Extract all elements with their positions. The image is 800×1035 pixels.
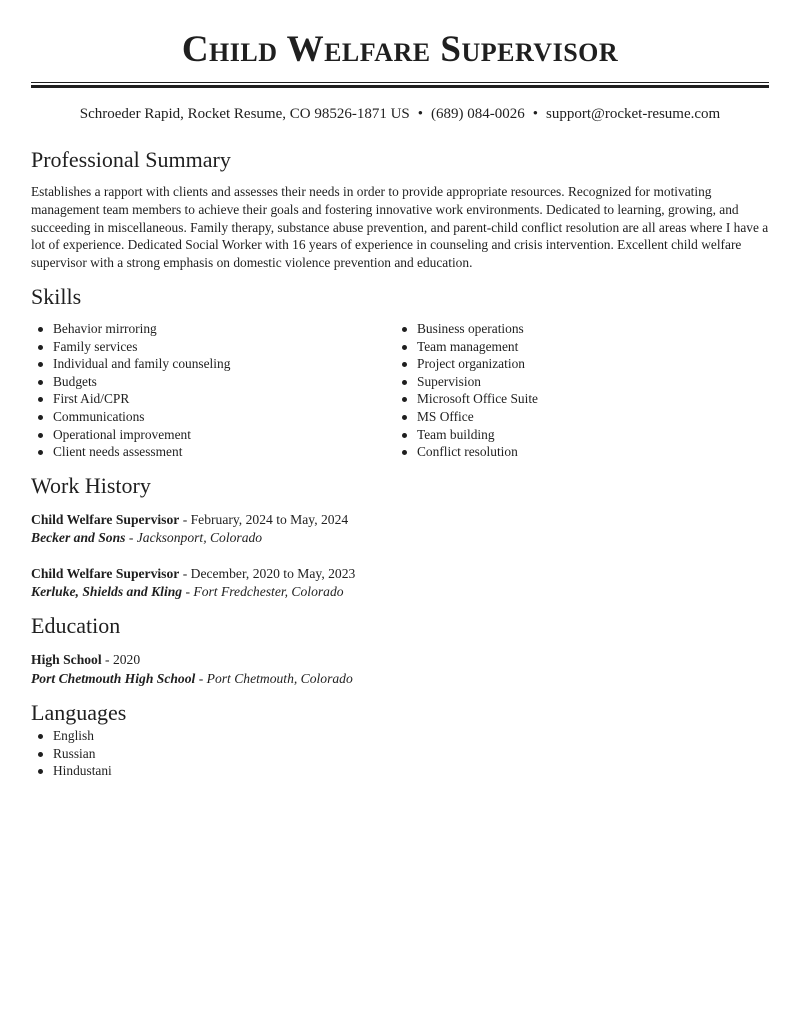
bullet-icon (38, 734, 43, 739)
employer-location: - Jacksonport, Colorado (125, 530, 263, 546)
contact-separator: • (532, 106, 539, 122)
bullet-icon (402, 397, 407, 402)
skill-item (31, 390, 395, 408)
work-entry-employer-line (31, 529, 769, 547)
skill-item (395, 320, 759, 338)
skill-item (31, 320, 395, 338)
skill-item (395, 426, 759, 444)
skill-label: Business operations (417, 320, 524, 336)
degree-name: High School (31, 652, 102, 668)
resume-page (31, 0, 769, 780)
skill-label: Client needs assessment (53, 444, 183, 460)
title-divider (31, 82, 769, 88)
skills-list-left (31, 320, 395, 461)
job-title: Child Welfare Supervisor (31, 565, 180, 581)
bullet-icon (38, 345, 43, 350)
language-label: Russian (53, 745, 96, 761)
skill-label: Operational improvement (53, 426, 191, 442)
skill-label: MS Office (417, 408, 474, 424)
bullet-icon (402, 345, 407, 350)
bullet-icon (38, 415, 43, 420)
skill-item (31, 443, 395, 461)
bullet-icon (402, 380, 407, 385)
school-name: Port Chetmouth High School (31, 670, 196, 686)
bullet-icon (402, 433, 407, 438)
summary-heading: Professional Summary (31, 147, 231, 172)
skill-label: Behavior mirroring (53, 320, 157, 336)
degree-year: - 2020 (101, 652, 141, 668)
bullet-icon (402, 450, 407, 455)
skill-item (31, 426, 395, 444)
contact-address: Schroeder Rapid, Rocket Resume, CO 98526-1871 US (79, 106, 410, 122)
skill-label: Communications (53, 408, 145, 424)
language-item (31, 727, 769, 745)
education-degree-line (31, 651, 769, 669)
skill-item (31, 338, 395, 356)
resume-title: Child Welfare Supervisor (181, 29, 619, 70)
work-entry (31, 511, 769, 548)
skill-item (31, 373, 395, 391)
school-location: - Port Chetmouth, Colorado (195, 670, 353, 686)
skill-label: Conflict resolution (417, 444, 518, 460)
language-label: Hindustani (53, 763, 112, 779)
bullet-icon (38, 380, 43, 385)
skill-item (395, 390, 759, 408)
summary-text: Establishes a rapport with clients and assesses their needs in order to provide appropriate resources. Recognized for motivating management team members to achieve their goals and fostering innovative work environments. Dedicated to learning, growing, and succeeding in miscellaneous. Family therapy, substance abuse prevention, and parent-child conflict resolution are all areas where I have a lot of experience. Dedicated Social Worker with 16 years of experience in counseling and crisis intervention. Excellent child welfare supervisor with a strong emphasis on domestic violence prevention and education. (31, 184, 769, 271)
skill-label: Budgets (53, 373, 97, 389)
skill-item (395, 338, 759, 356)
work-entry (31, 565, 769, 602)
skill-label: Microsoft Office Suite (417, 391, 538, 407)
skill-label: Supervision (417, 373, 481, 389)
bullet-icon (402, 362, 407, 367)
bullet-icon (38, 433, 43, 438)
education-entry (31, 651, 769, 688)
work-history-heading: Work History (31, 472, 151, 498)
bullet-icon (402, 415, 407, 420)
job-dates: - February, 2024 to May, 2024 (179, 511, 349, 527)
skill-item (395, 355, 759, 373)
work-entry-employer-line (31, 583, 769, 601)
bullet-icon (38, 327, 43, 332)
bullet-icon (38, 752, 43, 757)
languages-heading: Languages (31, 700, 127, 726)
skills-list-right (395, 320, 759, 461)
skill-label: Project organization (417, 356, 525, 372)
contact-separator: • (417, 106, 424, 122)
contact-phone: (689) 084-0026 (431, 106, 525, 122)
bullet-icon (402, 327, 407, 332)
skill-label: Family services (53, 338, 138, 354)
skill-item (31, 408, 395, 426)
skill-item (395, 408, 759, 426)
language-label: English (53, 728, 94, 744)
work-entry-title-line (31, 565, 769, 583)
employer-name: Kerluke, Shields and Kling (31, 583, 183, 599)
languages-list (31, 727, 769, 780)
skill-label: First Aid/CPR (53, 391, 130, 407)
skill-label: Team building (417, 426, 495, 442)
contact-email: support@rocket-resume.com (546, 106, 721, 122)
job-title: Child Welfare Supervisor (31, 511, 180, 527)
skill-label: Team management (417, 338, 519, 354)
bullet-icon (38, 450, 43, 455)
skills-columns (31, 320, 769, 461)
skill-item (395, 373, 759, 391)
contact-line (31, 104, 769, 124)
bullet-icon (38, 769, 43, 774)
skill-item (31, 355, 395, 373)
education-heading: Education (31, 613, 121, 639)
work-entry-title-line (31, 511, 769, 529)
employer-location: - Fort Fredchester, Colorado (182, 583, 344, 599)
bullet-icon (38, 397, 43, 402)
job-dates: - December, 2020 to May, 2023 (179, 565, 356, 581)
skill-label: Individual and family counseling (53, 356, 231, 372)
bullet-icon (38, 362, 43, 367)
language-item (31, 762, 769, 780)
skill-item (395, 443, 759, 461)
employer-name: Becker and Sons (31, 530, 126, 546)
skills-heading: Skills (31, 283, 82, 309)
language-item (31, 745, 769, 763)
education-school-line (31, 670, 769, 688)
